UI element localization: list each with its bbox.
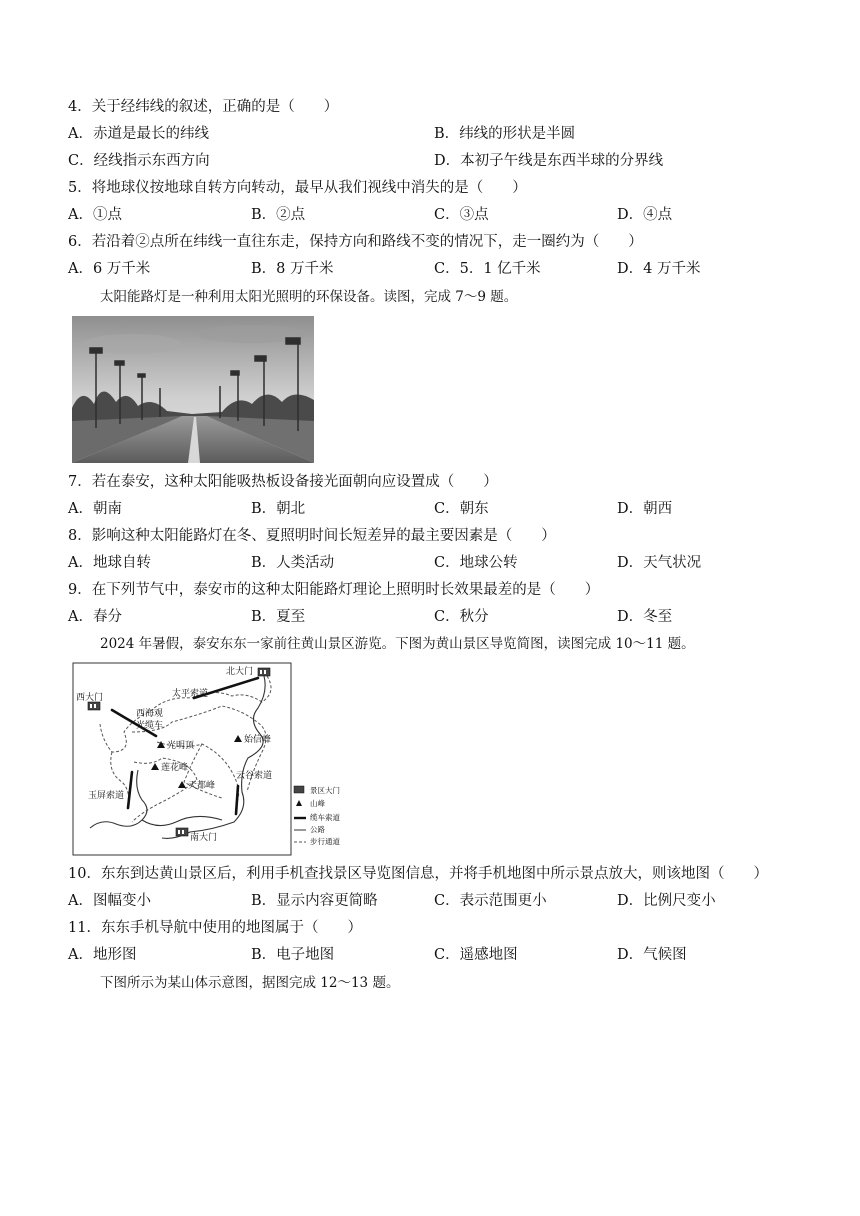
question-9-option-d: D．冬至 xyxy=(617,609,673,625)
xihai-cableway-label-2: 光缆车 xyxy=(136,721,164,731)
question-7-option-b: B．朝北 xyxy=(251,501,306,517)
question-6-option-b: B．8 万千米 xyxy=(251,261,334,277)
question-9-option-a: A．春分 xyxy=(68,609,122,625)
shixin-peak-label: 始信峰 xyxy=(244,735,272,745)
yuping-cableway-label: 玉屏索道 xyxy=(88,791,125,801)
question-4-option-a: A．赤道是最长的纬线 xyxy=(68,126,209,142)
north-gate-label: 北大门 xyxy=(226,667,254,677)
question-5-stem: 5．将地球仪按地球自转方向转动，最早从我们视线中消失的是（ ） xyxy=(68,180,527,196)
intro-huangshan: 2024 年暑假，泰安东东一家前往黄山景区游览。下图为黄山景区导览简图，读图完成 10～11 题。 xyxy=(100,636,695,652)
question-7-option-d: D．朝西 xyxy=(617,501,673,517)
question-11-option-d: D．气候图 xyxy=(617,947,687,963)
map-legend xyxy=(294,785,340,846)
question-4-option-c: C．经线指示东西方向 xyxy=(68,153,210,169)
question-8-stem: 8．影响这种太阳能路灯在冬、夏照明时间长短差异的最主要因素是（ ） xyxy=(68,528,556,544)
question-5-option-c: C．③点 xyxy=(434,207,489,223)
question-8-option-b: B．人类活动 xyxy=(251,555,335,571)
question-6-option-a: A．6 万千米 xyxy=(68,261,151,277)
legend-trail: 步行通道 xyxy=(310,837,340,846)
question-11-option-c: C．遥感地图 xyxy=(434,947,518,963)
question-4-option-d: D．本初子午线是东西半球的分界线 xyxy=(434,153,664,169)
legend-cableway: 缆车索道 xyxy=(310,813,340,822)
tiandu-peak-label: 天都峰 xyxy=(188,781,216,791)
question-10-stem: 10．东东到达黄山景区后，利用手机查找景区导览图信息，并将手机地图中所示景点放大，则该地图（ ） xyxy=(68,866,768,882)
question-7-option-c: C．朝东 xyxy=(434,501,489,517)
question-6-option-d: D．4 万千米 xyxy=(617,261,701,277)
question-11-stem: 11．东东手机导航中使用的地图属于（ ） xyxy=(68,920,362,936)
question-7-option-a: A．朝南 xyxy=(68,501,122,517)
question-6-option-c: C．5．1 亿千米 xyxy=(434,261,541,277)
legend-peak: 山峰 xyxy=(310,799,325,808)
question-11-option-a: A．地形图 xyxy=(68,947,137,963)
legend-gate: 景区大门 xyxy=(310,786,340,795)
question-6-stem: 6．若沿着②点所在纬线一直往东走，保持方向和路线不变的情况下，走一圈约为（ ） xyxy=(68,234,643,250)
question-10-option-a: A．图幅变小 xyxy=(68,893,151,909)
question-4-option-b: B．纬线的形状是半圆 xyxy=(434,126,576,142)
question-5-option-a: A．①点 xyxy=(68,207,122,223)
question-9-option-c: C．秋分 xyxy=(434,609,489,625)
question-7-stem: 7．若在泰安，这种太阳能吸热板设备接光面朝向应设置成（ ） xyxy=(68,474,498,490)
legend-road: 公路 xyxy=(310,825,325,834)
yungu-cableway-label: 云谷索道 xyxy=(236,771,273,781)
intro-solar-streetlight: 太阳能路灯是一种利用太阳光照明的环保设备。读图，完成 7～9 题。 xyxy=(100,289,518,305)
question-11-option-b: B．电子地图 xyxy=(251,947,335,963)
lianhua-peak-label: 莲花峰 xyxy=(161,763,189,773)
taiping-cableway-label: 太平索道 xyxy=(172,689,209,699)
question-8-option-c: C．地球公转 xyxy=(434,555,518,571)
question-5-option-b: B．②点 xyxy=(251,207,306,223)
question-8-option-a: A．地球自转 xyxy=(68,555,151,571)
xihai-cableway-label-1: 西海观 xyxy=(136,709,164,719)
guangming-peak-label: 光明顶 xyxy=(167,741,195,751)
question-4-stem: 4．关于经纬线的叙述，正确的是（ ） xyxy=(68,99,339,115)
question-10-option-d: D．比例尺变小 xyxy=(617,893,716,909)
solar-streetlight-photo xyxy=(72,316,314,463)
question-10-option-c: C．表示范围更小 xyxy=(434,893,547,909)
question-8-option-d: D．天气状况 xyxy=(617,555,702,571)
huangshan-guide-map xyxy=(72,662,362,856)
question-10-option-b: B．显示内容更简略 xyxy=(251,893,378,909)
question-9-stem: 9．在下列节气中，泰安市的这种太阳能路灯理论上照明时长效果最差的是（ ） xyxy=(68,582,600,598)
question-9-option-b: B．夏至 xyxy=(251,609,306,625)
south-gate-label: 南大门 xyxy=(190,833,218,843)
west-gate-label: 西大门 xyxy=(76,693,104,703)
intro-mountain: 下图所示为某山体示意图，据图完成 12～13 题。 xyxy=(100,975,400,991)
question-5-option-d: D．④点 xyxy=(617,207,673,223)
